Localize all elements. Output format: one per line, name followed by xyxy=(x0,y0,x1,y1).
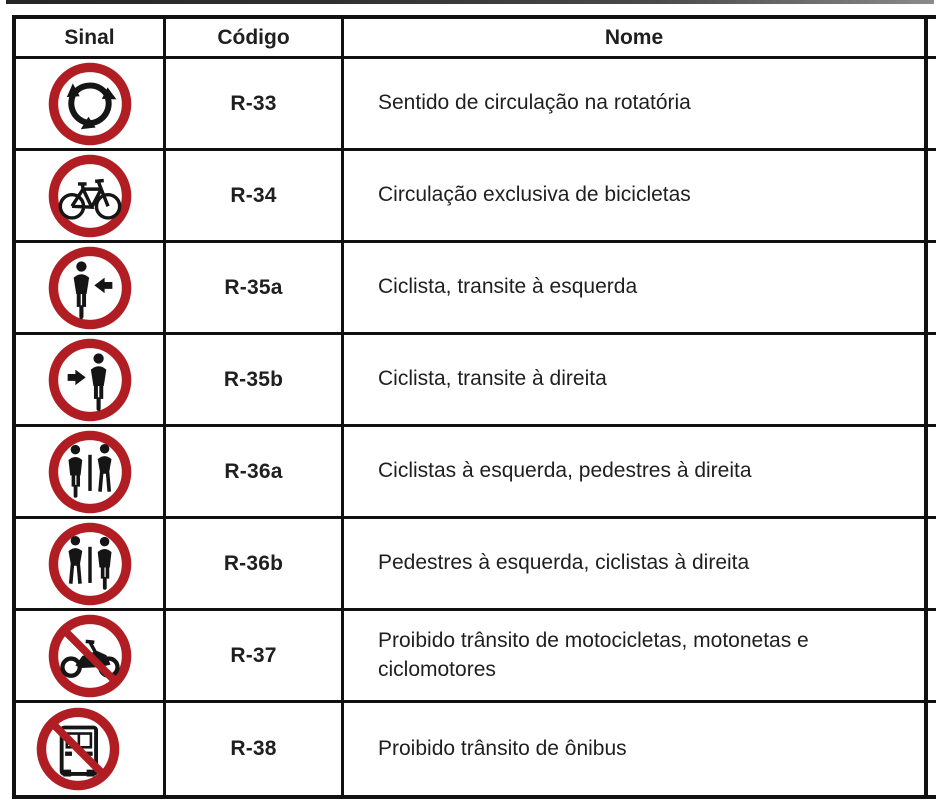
pedestrians-left-cyclists-right-sign-icon xyxy=(47,521,133,607)
edge-cell xyxy=(924,243,936,335)
sign-cell xyxy=(16,151,166,243)
bicycle-only-sign-icon xyxy=(47,153,133,239)
code-cell xyxy=(166,243,344,335)
code-cell xyxy=(166,703,344,795)
roundabout-circulation-sign-icon xyxy=(47,61,133,147)
no-motorcycles-sign-icon xyxy=(47,613,133,699)
sign-cell xyxy=(16,611,166,703)
sign-cell xyxy=(16,703,166,795)
no-buses-sign-icon xyxy=(35,706,121,792)
cyclist-keep-left-sign-icon xyxy=(47,245,133,331)
cyclist-keep-right-sign-icon xyxy=(47,337,133,423)
edge-cell xyxy=(924,151,936,243)
sign-name: Ciclista, transite à esquerda xyxy=(378,275,638,299)
sign-cell xyxy=(16,335,166,427)
name-cell xyxy=(344,611,924,703)
name-cell xyxy=(344,427,924,519)
edge-cell xyxy=(924,335,936,427)
header-label-nome: Nome xyxy=(604,25,664,49)
code-cell xyxy=(166,427,344,519)
header-cell-sinal xyxy=(16,19,166,59)
code-cell xyxy=(166,611,344,703)
sign-code: R-33 xyxy=(230,91,277,115)
header-cell-nome xyxy=(344,19,924,59)
name-cell xyxy=(344,151,924,243)
sign-code: R-37 xyxy=(230,643,277,667)
traffic-signs-table xyxy=(12,15,936,799)
sign-name: Ciclistas à esquerda, pedestres à direita xyxy=(378,459,752,483)
sign-code: R-36b xyxy=(223,551,284,575)
name-cell xyxy=(344,519,924,611)
code-cell xyxy=(166,335,344,427)
edge-cell xyxy=(924,19,936,59)
sign-code: R-38 xyxy=(230,737,277,760)
edge-cell xyxy=(924,611,936,703)
sign-code: R-35a xyxy=(224,275,283,299)
sign-name: Pedestres à esquerda, ciclistas à direita xyxy=(378,551,750,575)
sign-cell xyxy=(16,427,166,519)
edge-cell xyxy=(924,703,936,795)
sign-cell xyxy=(16,243,166,335)
header-label-codigo: Código xyxy=(217,25,290,49)
name-cell xyxy=(344,59,924,151)
sign-cell xyxy=(16,59,166,151)
name-cell xyxy=(344,335,924,427)
edge-cell xyxy=(924,59,936,151)
edge-cell xyxy=(924,519,936,611)
code-cell xyxy=(166,151,344,243)
cyclists-left-pedestrians-right-sign-icon xyxy=(47,429,133,515)
header-label-sinal: Sinal xyxy=(64,25,115,49)
header-cell-codigo xyxy=(166,19,344,59)
cropped-top-row-artifact xyxy=(6,0,934,4)
sign-name: Ciclista, transite à direita xyxy=(378,367,607,391)
sign-code: R-34 xyxy=(230,183,277,207)
sign-name: Proibido trânsito de motocicletas, motonetas e ciclomotores xyxy=(378,629,809,681)
edge-cell xyxy=(924,427,936,519)
name-cell xyxy=(344,703,924,795)
sign-code: R-35b xyxy=(223,367,284,391)
sign-name: Sentido de circulação na rotatória xyxy=(378,91,691,115)
code-cell xyxy=(166,519,344,611)
code-cell xyxy=(166,59,344,151)
name-cell xyxy=(344,243,924,335)
sign-name: Circulação exclusiva de bicicletas xyxy=(378,183,691,207)
sign-cell xyxy=(16,519,166,611)
sign-code: R-36a xyxy=(224,459,283,483)
sign-name: Proibido trânsito de ônibus xyxy=(378,736,627,760)
